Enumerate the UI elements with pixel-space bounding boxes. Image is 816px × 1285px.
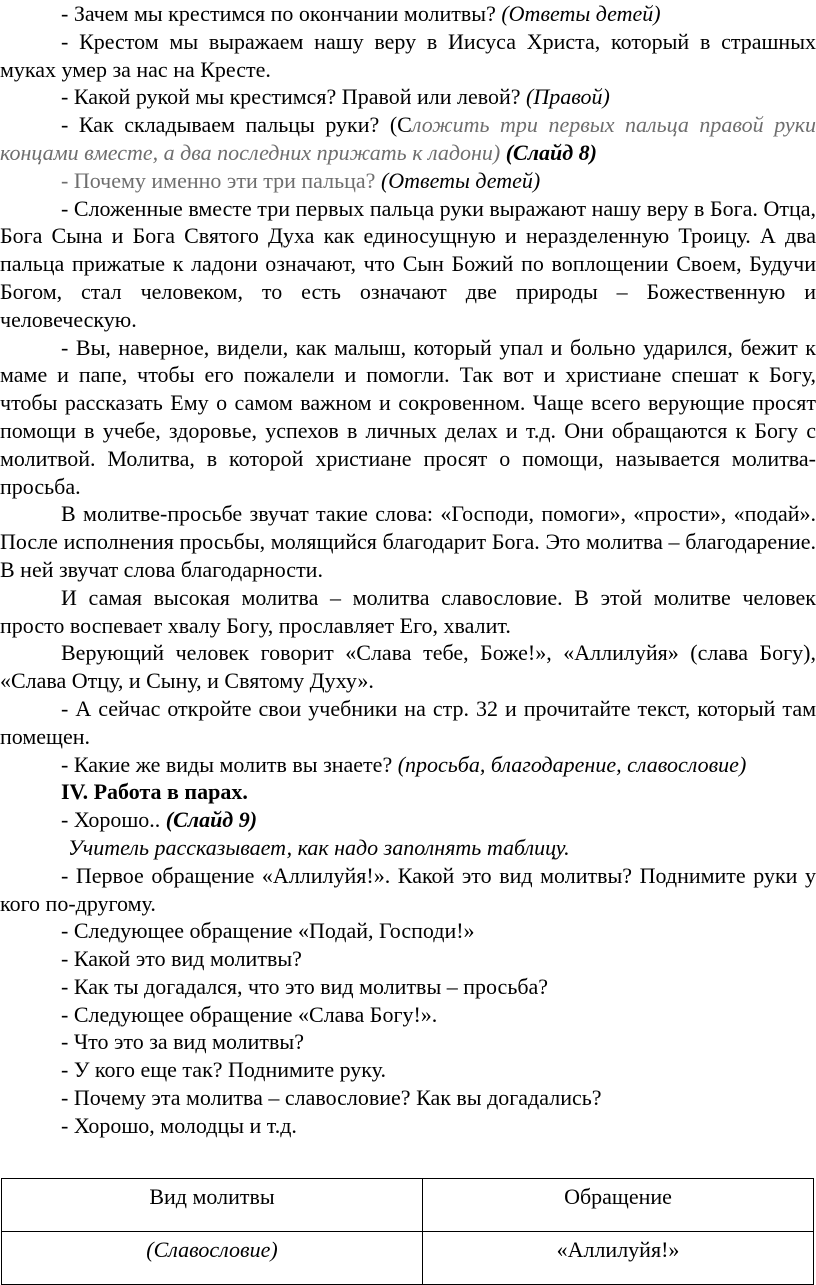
paragraph-3-note: (Правой) xyxy=(526,84,610,110)
paragraph-16: - Следующее обращение «Подай, Господи!» xyxy=(61,918,475,944)
paragraph-7 xyxy=(0,334,816,501)
paragraph-12-note: (просьба, благодарение, славословие) xyxy=(397,751,747,777)
paragraph-12-text: - Какие же виды молитв вы знаете? xyxy=(61,751,393,777)
teacher-note: Учитель рассказывает, как надо заполнять таблицу. xyxy=(68,834,570,860)
section-heading: IV. Работа в парах. xyxy=(61,779,248,805)
paragraph-17: - Какой это вид молитвы? xyxy=(61,946,302,972)
paragraph-11 xyxy=(0,695,816,751)
paragraph-7-text: - Вы, наверное, видели, как малыш, который упал и больно ударился, бежит к маме и папе, чтобы его пожалели и помогли. Так вот и христиане спешат к Богу, чтобы рассказать Ему о самом важном и сокровенном. Чаще всего верующие просят помощи в учебе, здоровье, успехов в личных делах и т.д. Они обращаются к Богу с молитвой. Молитва, в которой христиане просят о помощи, называется молитва-просьба. xyxy=(0,334,816,499)
paragraph-23: - Хорошо, молодцы и т.д. xyxy=(61,1112,297,1138)
paragraph-18: - Как ты догадался, что это вид молитвы – просьба? xyxy=(61,973,549,999)
paragraph-5-note: (Ответы детей) xyxy=(380,167,541,193)
paragraph-4 xyxy=(0,111,816,167)
table-header-prayer-type: Вид молитвы xyxy=(2,1179,423,1232)
paragraph-10-text: Верующий человек говорит «Слава тебе, Боже!», «Аллилуйя» (слава Богу), «Слава Отцу, и Сыну, и Святому Духу». xyxy=(0,640,816,694)
paragraph-5 xyxy=(0,167,816,195)
paragraph-2 xyxy=(0,28,816,84)
table-cell-address: «Аллилуйя!» xyxy=(423,1232,814,1285)
paragraph-13 xyxy=(0,806,816,834)
slide-9-label: (Слайд 9) xyxy=(165,807,258,833)
prayer-types-table xyxy=(1,1178,814,1285)
paragraph-1-note: (Ответы детей) xyxy=(501,1,661,26)
paragraph-2-text: - Крестом мы выражаем нашу веру в Иисуса Христа, который в страшных муках умер за нас на Кресте. xyxy=(0,28,816,82)
paragraph-15-text: - Первое обращение «Аллилуйя!». Какой это вид молитвы? Поднимите руки у кого по-другому. xyxy=(0,862,816,916)
paragraph-1-text: - Зачем мы крестимся по окончании молитвы? xyxy=(61,1,496,26)
paragraph-1 xyxy=(0,0,816,28)
paragraph-3 xyxy=(0,83,816,111)
paragraph-15 xyxy=(0,862,816,918)
paragraph-21: - У кого еще так? Поднимите руку. xyxy=(61,1057,386,1083)
paragraph-10 xyxy=(0,639,816,695)
paragraph-3-text: - Какой рукой мы крестимся? Правой или левой? xyxy=(61,84,521,110)
paragraph-12 xyxy=(0,751,816,779)
paragraph-4-text: - Как складываем пальцы руки? (С xyxy=(61,112,412,138)
table-header-row xyxy=(2,1179,814,1232)
paragraph-6 xyxy=(0,195,816,334)
paragraph-4-note: ложить три первых пальца правой руки концами вместе, а два последних прижать к ладони) xyxy=(0,112,816,165)
paragraph-19: - Следующее обращение «Слава Богу!». xyxy=(61,1001,438,1027)
paragraph-8 xyxy=(0,500,816,583)
table-header-address: Обращение xyxy=(423,1179,814,1232)
paragraph-20: - Что это за вид молитвы? xyxy=(61,1029,304,1055)
paragraph-9-text: И самая высокая молитва – молитва славословие. В этой молитве человек просто воспевает хвалу Богу, прославляет Его, хвалит. xyxy=(0,584,816,638)
table-row xyxy=(2,1232,814,1285)
paragraph-22: - Почему эта молитва – славословие? Как вы догадались? xyxy=(61,1085,602,1111)
slide-8-label: (Слайд 8) xyxy=(505,139,597,165)
table-cell-prayer-type: (Славословие) xyxy=(2,1232,423,1285)
paragraph-5-text: - Почему именно эти три пальца? xyxy=(61,167,376,193)
paragraph-13-text: - Хорошо.. xyxy=(61,807,161,833)
paragraph-9 xyxy=(0,584,816,640)
paragraph-8-text: В молитве-просьбе звучат такие слова: «Господи, помоги», «прости», «подай». После исполнения просьбы, молящийся благодарит Бога. Это молитва – благодарение. В ней звучат слова благодарности. xyxy=(0,501,816,582)
paragraph-6-text: - Сложенные вместе три первых пальца руки выражают нашу веру в Бога. Отца, Бога Сына и Бога Святого Духа как единосущную и неразделенную Троицу. А два пальца прижатые к ладони означают, что Сын Божий по воплощении Своем, Будучи Богом, стал человеком, то есть означают две природы – Божественную и человеческую. xyxy=(0,195,816,332)
paragraph-11-text: - А сейчас откройте свои учебники на стр. 32 и прочитайте текст, который там помещен. xyxy=(0,695,816,749)
